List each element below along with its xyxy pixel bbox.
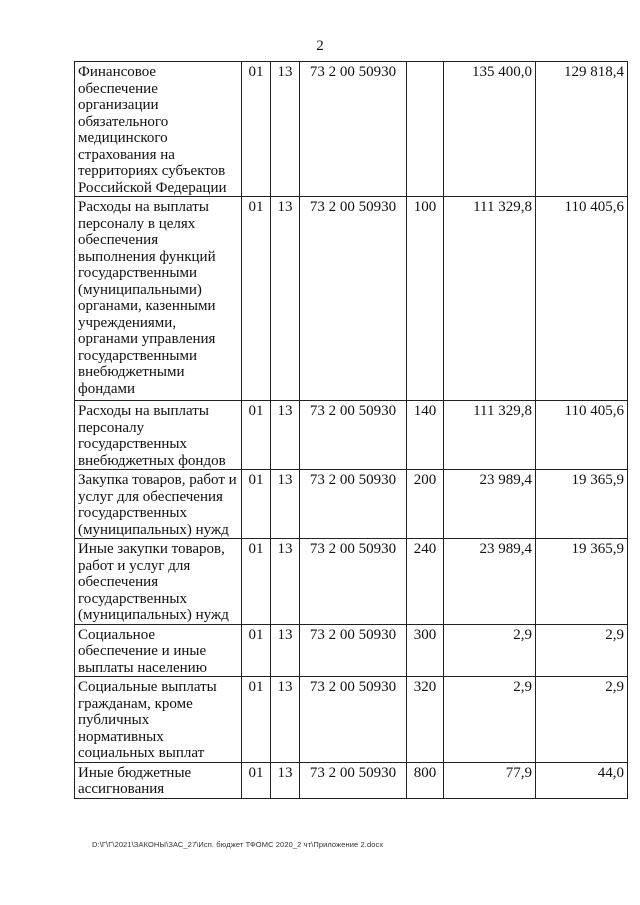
- approved-amount-cell: 23 989,4: [444, 470, 536, 539]
- subsection-code-cell: 13: [271, 197, 300, 401]
- target-article-cell: 73 2 00 50930: [300, 539, 407, 625]
- approved-amount-cell: 2,9: [444, 624, 536, 677]
- executed-amount-cell: 19 365,9: [536, 470, 628, 539]
- target-article-cell: 73 2 00 50930: [300, 624, 407, 677]
- page-number: 2: [316, 38, 324, 54]
- executed-amount-cell: 110 405,6: [536, 197, 628, 401]
- table-row: [75, 401, 628, 470]
- expense-name-cell: Иные бюджетные ассигнования: [75, 762, 242, 798]
- table-row: [75, 624, 628, 677]
- expense-name-cell: Иные закупки товаров, работ и услуг для обеспечения государственных (муниципальных) нужд: [75, 539, 242, 625]
- expense-name-cell: Социальные выплаты гражданам, кроме публичных нормативных социальных выплат: [75, 677, 242, 763]
- subsection-code-cell: 13: [271, 677, 300, 763]
- subsection-code-cell: 13: [271, 401, 300, 470]
- section-code-cell: 01: [242, 62, 271, 197]
- target-article-cell: 73 2 00 50930: [300, 762, 407, 798]
- section-code-cell: 01: [242, 762, 271, 798]
- table-row: [75, 539, 628, 625]
- footer-file-path: D:\Г\Г\2021\ЗАКОНЫ\ЗАС_27\Исп. бюджет ТФОМС 2020_2 чт\Приложение 2.docx: [92, 840, 384, 849]
- section-code-cell: 01: [242, 624, 271, 677]
- expense-type-cell: 800: [407, 762, 444, 798]
- approved-amount-cell: 77,9: [444, 762, 536, 798]
- approved-amount-cell: 2,9: [444, 677, 536, 763]
- section-code-cell: 01: [242, 197, 271, 401]
- target-article-cell: 73 2 00 50930: [300, 62, 407, 197]
- expense-name-cell: Финансовое обеспечение организации обязательного медицинского страхования на территориях субъектов Российской Федерации: [75, 62, 242, 197]
- expense-name-cell: Расходы на выплаты персоналу в целях обеспечения выполнения функций государственными (муниципальными) органами, казенными учреждениями, органами управления государственными внебюджетными фондами: [75, 197, 242, 401]
- section-code-cell: 01: [242, 539, 271, 625]
- table-row: [75, 762, 628, 798]
- table-row: [75, 62, 628, 197]
- approved-amount-cell: 23 989,4: [444, 539, 536, 625]
- expense-type-cell: 100: [407, 197, 444, 401]
- approved-amount-cell: 135 400,0: [444, 62, 536, 197]
- section-code-cell: 01: [242, 401, 271, 470]
- executed-amount-cell: 44,0: [536, 762, 628, 798]
- expense-type-cell: 240: [407, 539, 444, 625]
- expense-type-cell: [407, 62, 444, 197]
- subsection-code-cell: 13: [271, 762, 300, 798]
- approved-amount-cell: 111 329,8: [444, 197, 536, 401]
- expense-name-cell: Социальное обеспечение и иные выплаты населению: [75, 624, 242, 677]
- section-code-cell: 01: [242, 677, 271, 763]
- subsection-code-cell: 13: [271, 624, 300, 677]
- expense-name-cell: Закупка товаров, работ и услуг для обеспечения государственных (муниципальных) нужд: [75, 470, 242, 539]
- target-article-cell: 73 2 00 50930: [300, 401, 407, 470]
- subsection-code-cell: 13: [271, 62, 300, 197]
- executed-amount-cell: 110 405,6: [536, 401, 628, 470]
- target-article-cell: 73 2 00 50930: [300, 677, 407, 763]
- expense-type-cell: 300: [407, 624, 444, 677]
- executed-amount-cell: 19 365,9: [536, 539, 628, 625]
- approved-amount-cell: 111 329,8: [444, 401, 536, 470]
- section-code-cell: 01: [242, 470, 271, 539]
- table-row: [75, 470, 628, 539]
- executed-amount-cell: 2,9: [536, 677, 628, 763]
- budget-table: [74, 61, 628, 799]
- expense-type-cell: 320: [407, 677, 444, 763]
- target-article-cell: 73 2 00 50930: [300, 470, 407, 539]
- subsection-code-cell: 13: [271, 470, 300, 539]
- executed-amount-cell: 2,9: [536, 624, 628, 677]
- table-row: [75, 197, 628, 401]
- target-article-cell: 73 2 00 50930: [300, 197, 407, 401]
- expense-type-cell: 200: [407, 470, 444, 539]
- table-row: [75, 677, 628, 763]
- expense-type-cell: 140: [407, 401, 444, 470]
- expense-name-cell: Расходы на выплаты персоналу государственных внебюджетных фондов: [75, 401, 242, 470]
- executed-amount-cell: 129 818,4: [536, 62, 628, 197]
- subsection-code-cell: 13: [271, 539, 300, 625]
